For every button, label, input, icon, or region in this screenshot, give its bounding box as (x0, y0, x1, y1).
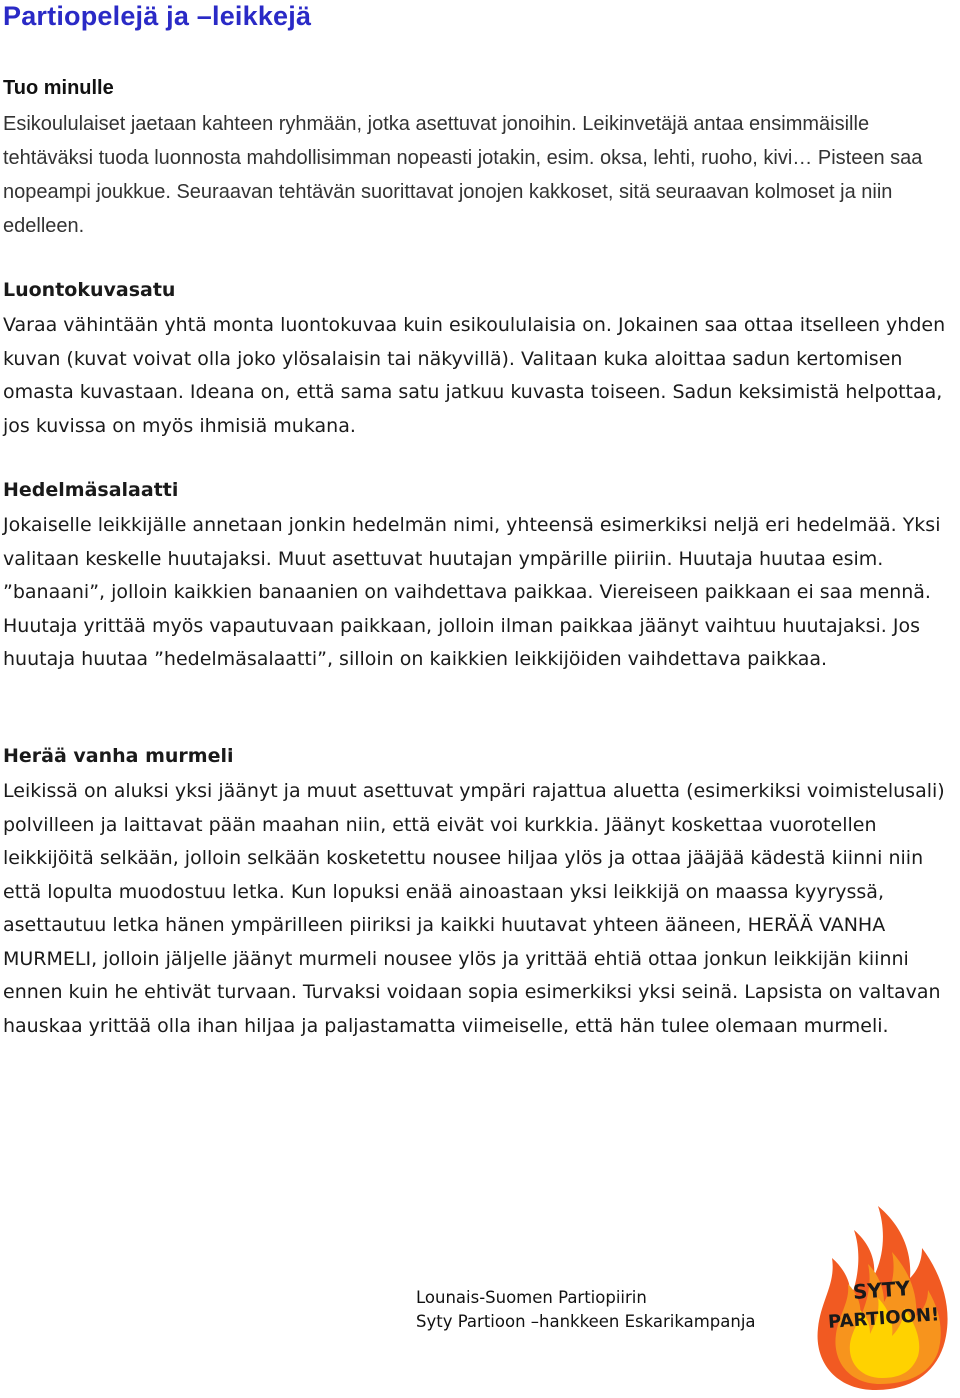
logo-text-partioon: PARTIOON! (827, 1304, 940, 1333)
section-body: Varaa vähintään yhtä monta luontokuvaa kuin esikoululaisia on. Jokainen saa ottaa itselleen yhden kuvan (kuvat voivat olla joko ylösalaisin tai näkyvillä). Valitaan kuka aloittaa sadun kertomisen omasta kuvastaan. Ideana on, että sama satu jatkuu kuvasta toiseen. Sadun keksimistä helpottaa, jos kuvissa on myös ihmisiä mukana. (3, 314, 946, 437)
section-body: Jokaiselle leikkijälle annetaan jonkin hedelmän nimi, yhteensä esimerkiksi neljä eri hedelmää. Yksi valitaan keskelle huutajaksi. Muut asettuvat huutajan ympärille piiriin. Huutaja huutaa esim. ”banaani”, jolloin kaikkien banaanien on vaihdettava paikkaa. Viereiseen paikkaan ei saa mennä. Huutaja yrittää myös vapautuvaan paikkaan, jolloin ilman paikkaa jäänyt vaihtuu huutajaksi. Jos huutaja huutaa ”hedelmäsalaatti”, silloin on kaikkien leikkijöiden vaihdettava paikkaa. (3, 514, 941, 670)
section-heading: Hedelmäsalaatti (3, 479, 179, 501)
section-heading: Herää vanha murmeli (3, 745, 234, 767)
flame-logo-icon (806, 1200, 956, 1392)
section-tuo-minulle (3, 72, 953, 243)
section-heraa-vanha-murmeli (3, 740, 953, 1043)
section-body: Esikoululaiset jaetaan kahteen ryhmään, jotka asettuvat jonoihin. Leikinvetäjä antaa ensimmäisille tehtäväksi tuoda luonnosta mahdollisimman nopeasti jotakin, esim. oksa, lehti, ruoho, kivi… Pisteen saa nopeampi joukkue. Seuraavan tehtävän suorittavat jonojen kakkoset, sitä seuraavan kolmoset ja niin edelleen. (3, 113, 923, 237)
section-heading: Tuo minulle (3, 77, 114, 99)
section-body: Leikissä on aluksi yksi jäänyt ja muut asettuvat ympäri rajattua aluetta (esimerkiksi voimistelusali) polvilleen ja laittavat pään maahan niin, että eivät voi kurkkia. Jäänyt koskettaa vuorotellen leikkijöitä selkään, jolloin selkään kosketettu nousee hiljaa ylös ja ottaa jääjää kädestä kiinni niin että lopulta muodostuu letka. Kun lopuksi enää ainoastaan yksi leikkijä on maassa kyyryssä, asettautuu letka hänen ympärilleen piiriksi ja kaikki huutavat yhteen ääneen, HERÄÄ VANHA MURMELI, jolloin jäljelle jäänyt murmeli nousee ylös ja yrittää ehtiä ottaa jonkun leikkijän kiinni ennen kuin he ehtivät turvaan. Turvaksi voidaan sopia esimerkiksi yksi seinä. Lapsista on valtavan hauskaa yrittää olla ihan hiljaa ja paljastamatta viimeiselle, että hän tulee olemaan murmeli. (3, 780, 945, 1037)
section-hedelmasalaatti (3, 474, 953, 677)
section-heading: Luontokuvasatu (3, 279, 176, 301)
page-title: Partiopelejä ja –leikkejä (3, 1, 312, 31)
section-luontokuvasatu (3, 274, 953, 443)
logo-text-syty: SYTY (852, 1276, 911, 1304)
footer-campaign: Syty Partioon –hankkeen Eskarikampanja (416, 1312, 756, 1331)
footer-organization: Lounais-Suomen Partiopiirin (416, 1288, 647, 1307)
footer (416, 1286, 756, 1334)
